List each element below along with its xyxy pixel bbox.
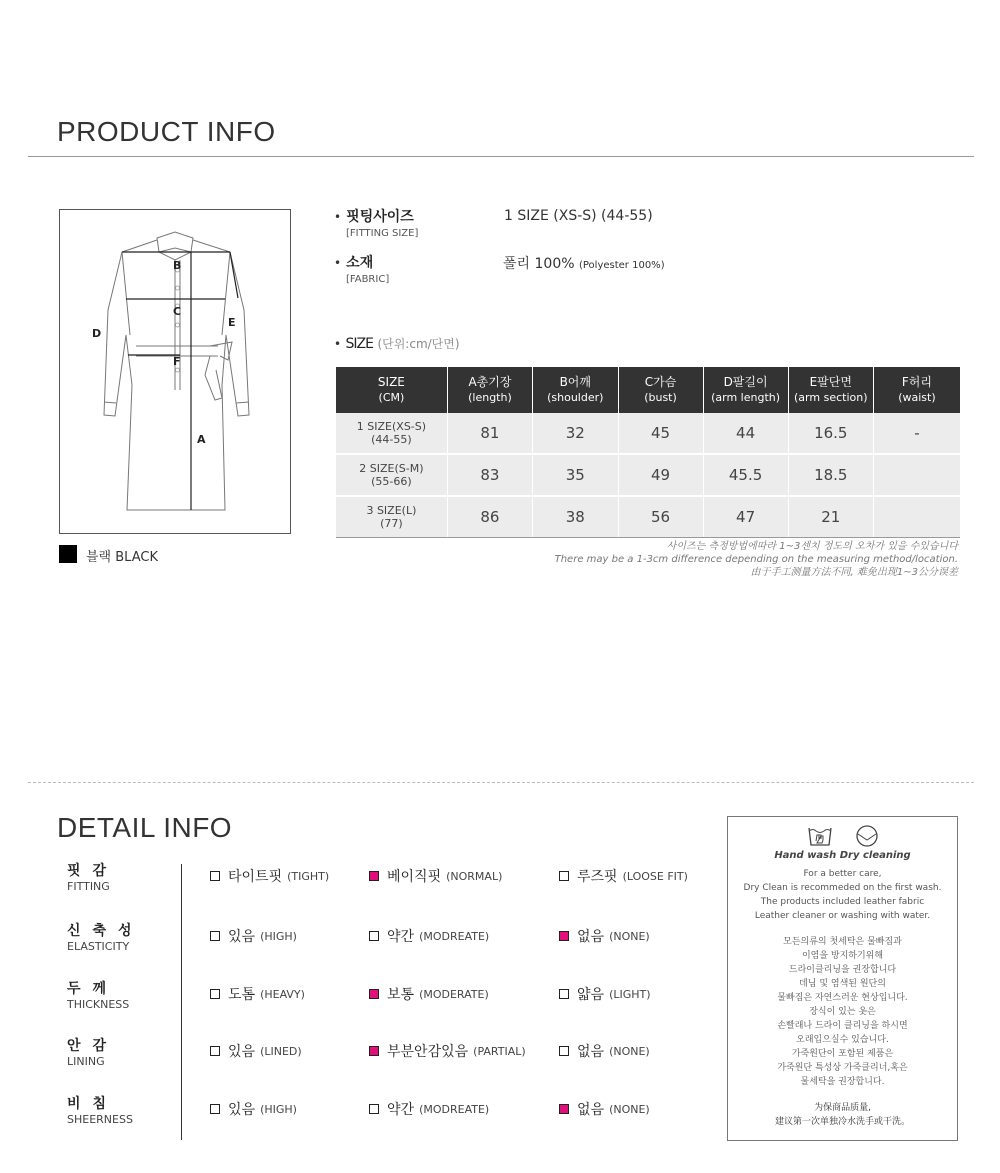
care-line: 드라이클리닝을 권장합니다 [788,965,897,975]
header-shoulder: B어깨 (shoulder) [533,367,618,413]
checked-box-icon [559,931,569,941]
option-label-en: (NONE) [609,1102,650,1116]
care-line: 물빠짐은 자연스러운 현상입니다. [777,993,908,1003]
option-label-kr: 없음 [577,1102,605,1118]
detail-label-kr: 핏감 [67,863,119,879]
row-size: 3 SIZE(L) (77) [336,496,447,538]
option-label-kr: 있음 [228,1102,256,1118]
info-fitting-size [334,206,418,239]
cell: 44 [703,413,788,454]
detail-label-kr: 안감 [67,1038,119,1054]
cell: 32 [533,413,618,454]
care-en-text [728,867,957,923]
care-icons-label: Hand wash Dry cleaning [774,850,911,861]
detail-label-en: ELASTICITY [67,940,130,953]
vertical-divider [181,864,182,1140]
care-line: For a better care, [803,869,882,879]
detail-option [369,926,489,946]
row-size: 2 SIZE(S-M) (55-66) [336,454,447,496]
care-line: 가죽원단 특성상 가죽클리너,혹은 [777,1063,908,1073]
care-line: 장식이 있는 옷은 [809,1007,876,1017]
detail-option [210,1041,302,1061]
info-fabric [334,252,389,285]
cell: 45.5 [703,454,788,496]
cell: 81 [447,413,532,454]
label-d: D [92,327,102,340]
option-label-kr: 부분안감있음 [387,1044,469,1060]
care-line: The products included leather fabric [760,897,925,907]
header-bust: C가슴 (bust) [618,367,703,413]
empty-box-icon [210,1046,220,1056]
label-c: C [173,305,182,318]
cell [873,496,960,538]
option-label-en: (MODREATE) [419,929,490,943]
info-sub: [FABRIC] [346,274,390,285]
info-label: 핏팅사이즈 [346,209,414,225]
header-arm-length: D팔길이 (arm length) [703,367,788,413]
detail-option [369,1041,526,1061]
detail-option [559,1041,650,1061]
option-label-kr: 약간 [387,929,415,945]
bullet: • [334,256,342,270]
product-info-title: PRODUCT INFO [57,116,276,147]
care-line: 이염을 방지하기위해 [801,951,884,961]
option-label-en: (NORMAL) [446,869,503,883]
cell: 21 [788,496,873,538]
option-label-en: (HIGH) [260,1102,297,1116]
detail-option [210,984,305,1004]
bullet: • [334,337,342,351]
detail-option [210,926,297,946]
detail-label-en: LINING [67,1055,105,1068]
detail-label-kr: 신축성 [67,923,144,939]
cell: 47 [703,496,788,538]
cell: - [873,413,960,454]
dashed-divider [28,782,974,783]
care-line: 오래입으실수 있습니다. [796,1035,889,1045]
dry-cleaning-icon [855,825,879,847]
note-en: There may be a 1-3cm difference depending on the measuring method/location. [554,554,958,565]
detail-label-en: SHEERNESS [67,1113,133,1126]
cell: 16.5 [788,413,873,454]
detail-label [67,860,118,893]
detail-label-kr: 비침 [67,1096,119,1112]
care-line: 손빨래나 드라이 클리닝을 하시면 [777,1021,908,1031]
option-label-en: (MODERATE) [419,987,489,1001]
option-label-kr: 도톰 [228,987,256,1003]
label-e: E [228,316,236,329]
empty-box-icon [210,871,220,881]
care-line: 데님 및 염색된 원단의 [799,979,886,989]
garment-drawing [59,209,291,534]
care-line: 为保商品质量, [814,1103,871,1113]
option-label-kr: 루즈핏 [577,869,618,885]
hand-wash-icon [807,825,833,847]
bullet: • [334,210,342,224]
cell: 35 [533,454,618,496]
detail-label-kr: 두께 [67,981,119,997]
cell: 49 [618,454,703,496]
info-value-fitting-size [504,208,653,224]
empty-box-icon [369,931,379,941]
detail-label [67,978,129,1011]
checked-box-icon [369,1046,379,1056]
option-label-en: (TIGHT) [287,869,330,883]
option-label-en: (LOOSE FIT) [622,869,688,883]
empty-box-icon [210,931,220,941]
size-heading [334,335,460,352]
detail-option [559,1099,650,1119]
fabric-value: 폴리 100% [503,256,575,272]
size-unit: (단위:cm/단면) [377,337,460,351]
cell: 83 [447,454,532,496]
care-line: Leather cleaner or washing with water. [754,911,931,921]
cell: 18.5 [788,454,873,496]
header-waist: F허리 (waist) [873,367,960,413]
cell: 45 [618,413,703,454]
empty-box-icon [559,871,569,881]
option-label-kr: 보통 [387,987,415,1003]
option-label-kr: 타이트핏 [228,869,283,885]
measure-line-e [230,252,238,298]
header-arm-section: E팔단면 (arm section) [788,367,873,413]
label-b: B [173,259,182,272]
option-label-kr: 있음 [228,1044,256,1060]
detail-label [67,920,144,953]
option-label-kr: 없음 [577,1044,605,1060]
option-label-en: (HEAVY) [260,987,305,1001]
option-label-kr: 있음 [228,929,256,945]
header-size: SIZE (CM) [336,367,447,413]
detail-option [369,984,489,1004]
shirt-dress-illustration [60,210,290,533]
info-sub: [FITTING SIZE] [346,228,419,239]
note-cn: 由于手工测量方法不同, 难免出现1~3公分误差 [750,567,958,578]
care-line: 물세탁을 권장합니다. [800,1077,885,1087]
measurement-notes [358,540,958,579]
detail-option [559,926,650,946]
color-name: 블랙 BLACK [86,550,158,565]
detail-option [559,866,688,886]
care-line: Dry Clean is recommeded on the first wash. [743,883,942,893]
option-label-en: (NONE) [609,1044,650,1058]
option-label-en: (HIGH) [260,929,297,943]
size-table [336,367,960,538]
care-kr-text [728,935,957,1089]
label-f: F [173,355,181,368]
care-instructions [727,816,958,1141]
care-line: 모든의류의 첫세탁은 물빠짐과 [783,937,902,947]
detail-option [210,866,329,886]
option-label-kr: 얇음 [577,987,605,1003]
detail-option [369,866,502,886]
empty-box-icon [369,1104,379,1114]
divider [28,156,974,157]
detail-option [559,984,651,1004]
label-a: A [197,433,206,446]
cell: 38 [533,496,618,538]
fabric-value-en: (Polyester 100%) [578,260,665,271]
checked-box-icon [369,989,379,999]
option-label-en: (PARTIAL) [473,1044,526,1058]
cell: 56 [618,496,703,538]
fitting-size-value: 1 SIZE (XS-S) (44-55) [504,208,653,224]
color-swatch [59,545,77,563]
checked-box-icon [369,871,379,881]
detail-option [369,1099,489,1119]
detail-label [67,1035,118,1068]
option-label-kr: 없음 [577,929,605,945]
row-size: 1 SIZE(XS-S) (44-55) [336,413,447,454]
care-line: 가죽원단이 포함된 제품은 [791,1049,894,1059]
care-icons [728,825,957,847]
size-table-header [336,367,960,413]
info-label: 소재 [346,255,374,271]
checked-box-icon [559,1104,569,1114]
table-row [336,413,960,454]
option-label-en: (LINED) [260,1044,302,1058]
info-value-fabric [503,253,665,273]
detail-label-en: FITTING [67,880,110,893]
empty-box-icon [559,989,569,999]
empty-box-icon [559,1046,569,1056]
size-title: SIZE [345,336,373,352]
table-row [336,454,960,496]
option-label-kr: 베이직핏 [387,869,442,885]
care-cn-text [728,1101,957,1129]
cell: 86 [447,496,532,538]
header-length: A총기장 (length) [447,367,532,413]
table-row [336,496,960,538]
option-label-en: (MODREATE) [419,1102,490,1116]
detail-info-title: DETAIL INFO [57,812,233,843]
empty-box-icon [210,1104,220,1114]
option-label-en: (NONE) [609,929,650,943]
detail-label-en: THICKNESS [67,998,130,1011]
detail-option [210,1099,297,1119]
care-line: 建议第一次单独冷水洗手或干洗。 [774,1117,910,1127]
cell [873,454,960,496]
note-kr: 사이즈는 측정방법에따라 1~3센치 정도의 오차가 있을 수있습니다 [666,541,958,552]
detail-label [67,1093,133,1126]
option-label-en: (LIGHT) [609,987,651,1001]
empty-box-icon [210,989,220,999]
option-label-kr: 약간 [387,1102,415,1118]
